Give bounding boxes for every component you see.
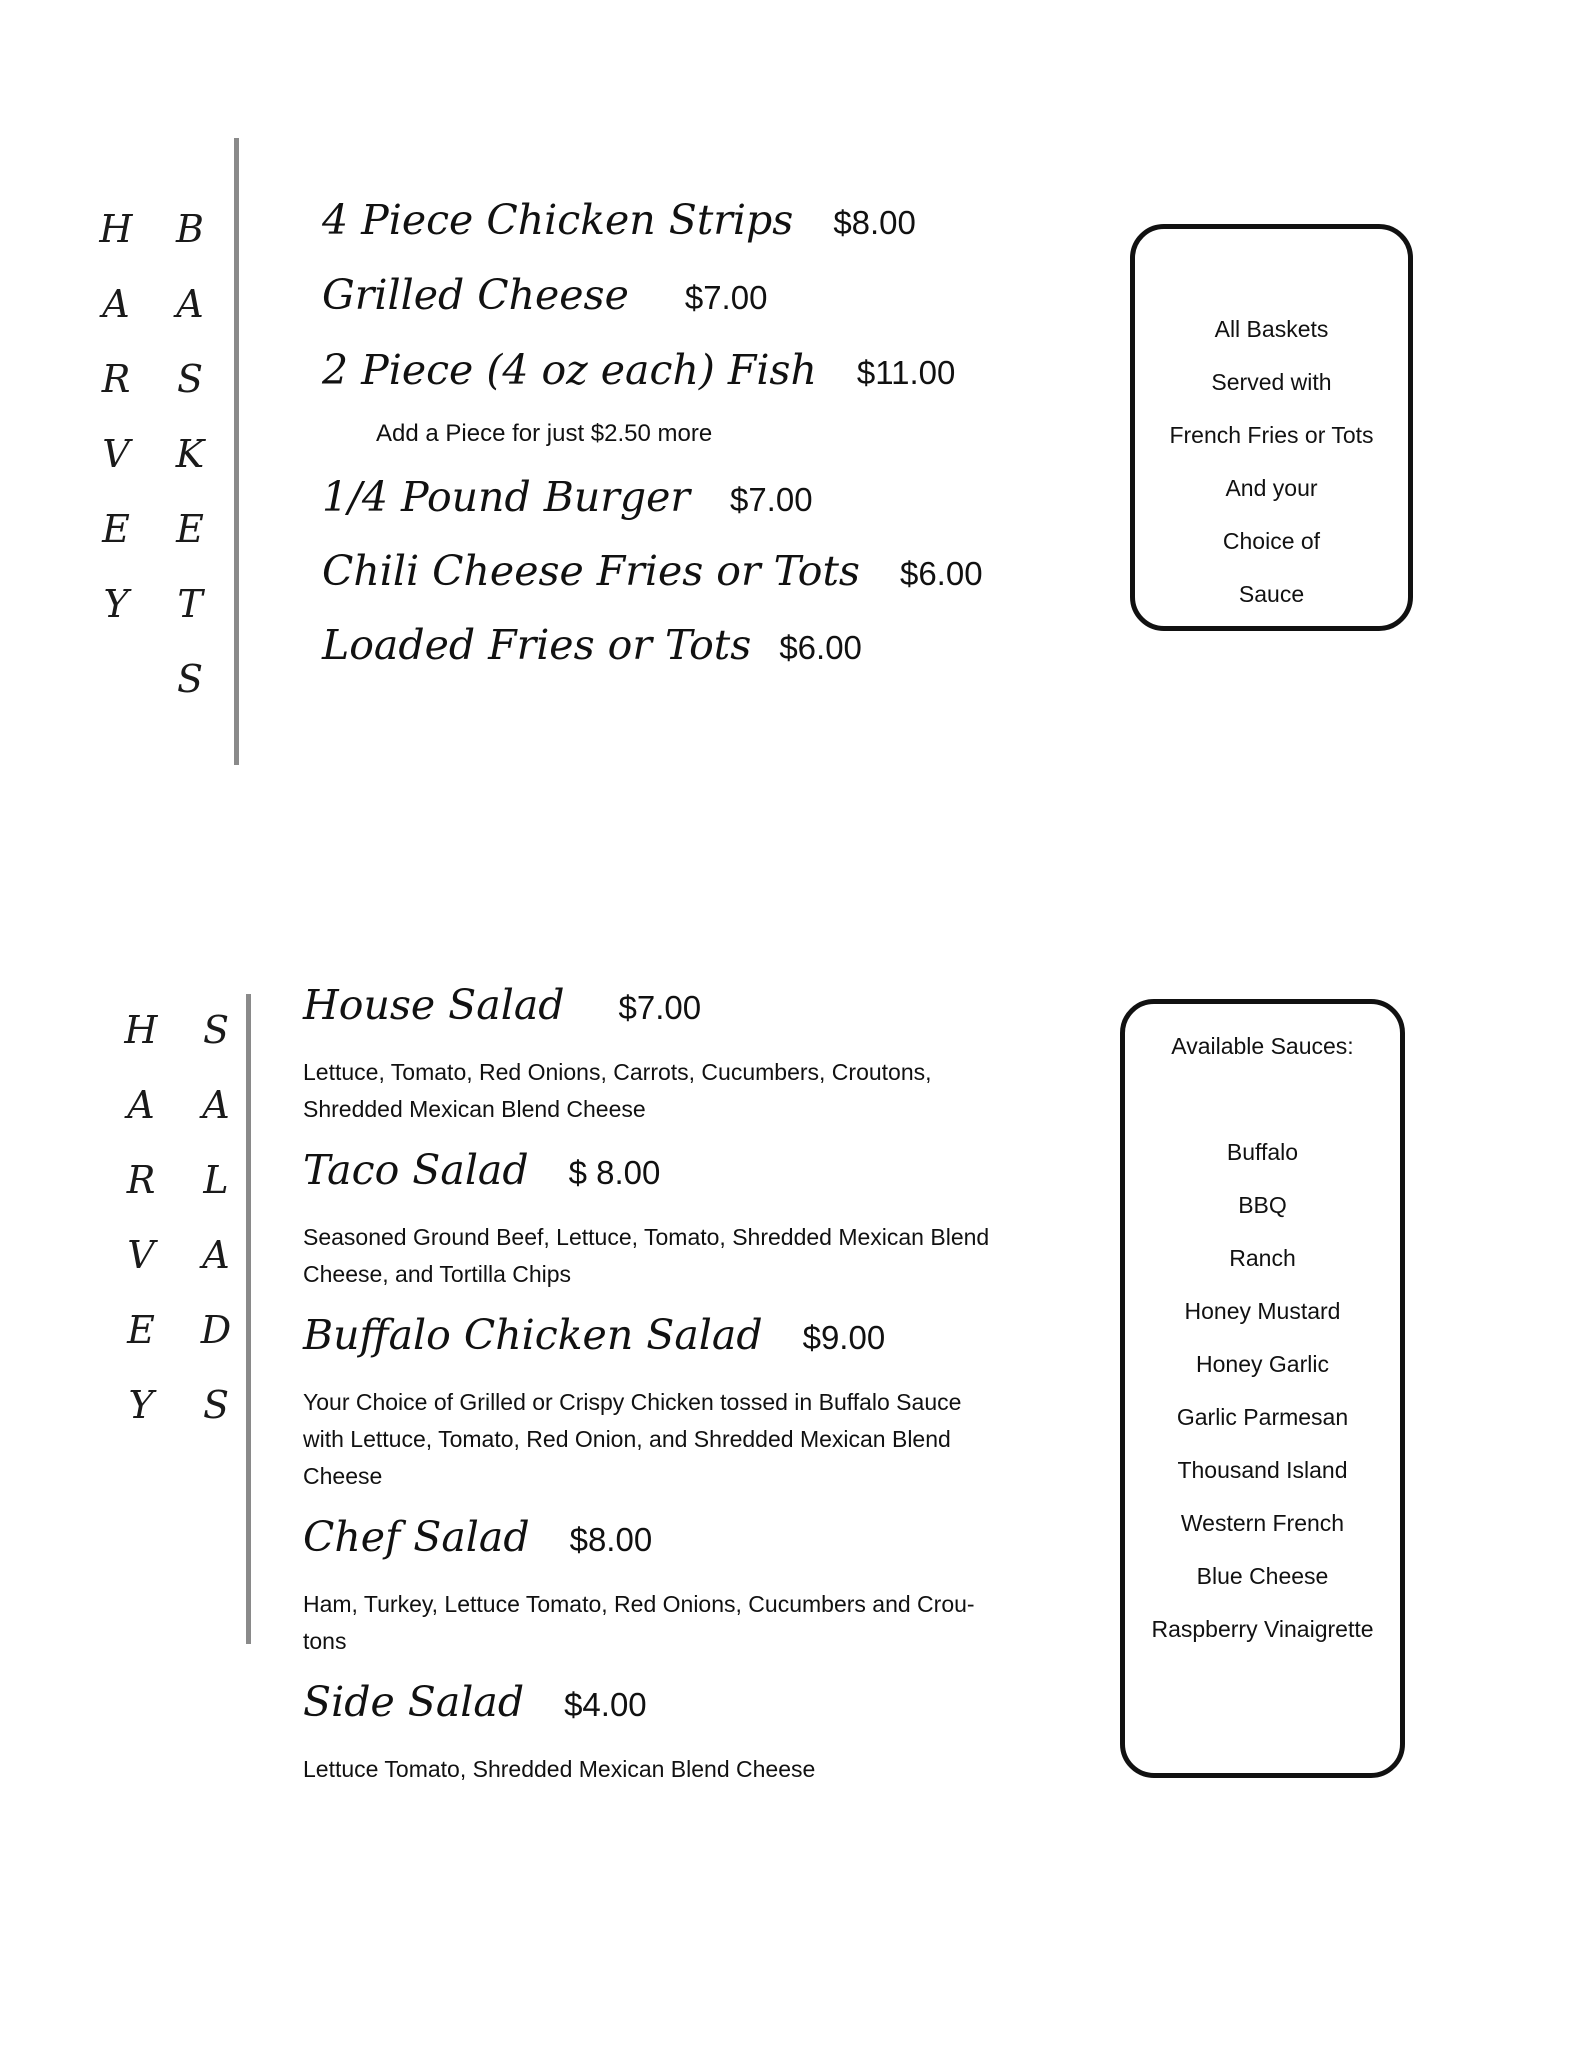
info-line: Choice of	[1222, 528, 1321, 554]
baskets-divider	[234, 138, 239, 765]
letter: R	[101, 357, 131, 401]
sauce-item: Blue Cheese	[1196, 1563, 1329, 1589]
item-name: Loaded Fries or Tots	[322, 621, 752, 669]
letter: K	[175, 432, 205, 476]
basket-item	[322, 346, 955, 394]
basket-item	[322, 271, 767, 319]
letter: A	[202, 1083, 230, 1127]
item-price: $4.00	[564, 1686, 647, 1723]
sauce-item: BBQ	[1238, 1192, 1287, 1218]
letter: D	[200, 1308, 232, 1352]
basket-item	[322, 196, 916, 244]
item-name: Chef Salad	[303, 1513, 530, 1561]
item-name: House Salad	[303, 981, 565, 1029]
salad-item	[303, 1678, 647, 1726]
letter: E	[127, 1308, 155, 1352]
item-price: $ 8.00	[568, 1154, 661, 1191]
sauce-item: Buffalo	[1226, 1139, 1299, 1165]
baskets-vertical-baskets	[170, 192, 210, 717]
info-line: French Fries or Tots	[1169, 422, 1374, 448]
item-name: 2 Piece (4 oz each) Fish	[322, 346, 817, 394]
item-price: $8.00	[833, 204, 916, 241]
letter: H	[99, 207, 133, 251]
salad-item	[303, 981, 701, 1029]
item-name: Side Salad	[303, 1678, 525, 1726]
basket-item	[322, 621, 862, 669]
letter: S	[202, 1383, 230, 1427]
info-line: Sauce	[1238, 581, 1305, 607]
letter: S	[176, 657, 204, 701]
item-name: Taco Salad	[303, 1146, 529, 1194]
info-line: And your	[1225, 475, 1318, 501]
item-price: $7.00	[618, 989, 702, 1026]
item-name: 1/4 Pound Burger	[322, 473, 690, 521]
letter: V	[127, 1233, 155, 1277]
item-price: $11.00	[856, 354, 956, 391]
item-name: Chili Cheese Fries or Tots	[322, 547, 860, 595]
letter: Y	[128, 1383, 154, 1427]
sauces-title: Available Sauces:	[1171, 1033, 1354, 1059]
baskets-vertical-harvey	[96, 192, 136, 642]
item-price: $7.00	[729, 481, 813, 518]
info-line: Served with	[1211, 369, 1332, 395]
item-description: Your Choice of Grilled or Crispy Chicken tossed in Buffalo Sauce with Lettuce, Tomato, Red Onion, and Shredded Mexican Blend Cheese	[303, 1389, 962, 1489]
letter: A	[102, 282, 130, 326]
item-name: Grilled Cheese	[322, 271, 629, 319]
item-description: Lettuce Tomato, Shredded Mexican Blend Cheese	[303, 1756, 816, 1782]
basket-item	[322, 473, 813, 521]
letter: B	[176, 207, 204, 251]
salad-item	[303, 1513, 652, 1561]
item-price: $6.00	[779, 629, 862, 666]
letter: S	[202, 1008, 230, 1052]
item-description: Seasoned Ground Beef, Lettuce, Tomato, Shredded Mexican Blend Cheese, and Tortilla Chips	[303, 1224, 990, 1287]
letter: E	[176, 507, 204, 551]
fish-note: Add a Piece for just $2.50 more	[376, 420, 713, 447]
item-price: $7.00	[684, 279, 768, 316]
item-description: Ham, Turkey, Lettuce Tomato, Red Onions, Cucumbers and Crou-tons	[303, 1591, 975, 1654]
letter: E	[102, 507, 130, 551]
item-description: Lettuce, Tomato, Red Onions, Carrots, Cucumbers, Croutons, Shredded Mexican Blend Cheese	[303, 1059, 932, 1122]
letter: A	[127, 1083, 155, 1127]
salad-item	[303, 1311, 885, 1359]
item-name: 4 Piece Chicken Strips	[322, 196, 794, 244]
sauce-item: Western French	[1180, 1510, 1345, 1536]
salads-vertical-salads	[196, 993, 236, 1443]
sauce-item: Honey Garlic	[1196, 1351, 1329, 1377]
info-line: All Baskets	[1214, 316, 1329, 342]
salads-vertical-harvey	[121, 993, 161, 1443]
letter: V	[102, 432, 130, 476]
basket-item	[322, 547, 983, 595]
letter: T	[177, 582, 203, 626]
sauce-item: Honey Mustard	[1184, 1298, 1341, 1324]
letter: R	[126, 1158, 156, 1202]
sauces-box	[1120, 999, 1405, 1778]
item-price: $6.00	[899, 555, 983, 592]
letter: Y	[103, 582, 129, 626]
letter: H	[124, 1008, 158, 1052]
salads-divider	[246, 994, 251, 1644]
letter: S	[176, 357, 204, 401]
letter: A	[202, 1233, 230, 1277]
sauce-item: Thousand Island	[1177, 1457, 1348, 1483]
sauce-item: Raspberry Vinaigrette	[1151, 1616, 1374, 1642]
item-name: Buffalo Chicken Salad	[303, 1311, 763, 1359]
sauce-item: Ranch	[1229, 1245, 1296, 1271]
letter: A	[176, 282, 204, 326]
sauce-item: Garlic Parmesan	[1176, 1404, 1349, 1430]
item-price: $9.00	[802, 1319, 886, 1356]
letter: L	[203, 1158, 229, 1202]
baskets-info-box	[1130, 224, 1413, 631]
salad-item	[303, 1146, 660, 1194]
item-price: $8.00	[569, 1521, 653, 1558]
